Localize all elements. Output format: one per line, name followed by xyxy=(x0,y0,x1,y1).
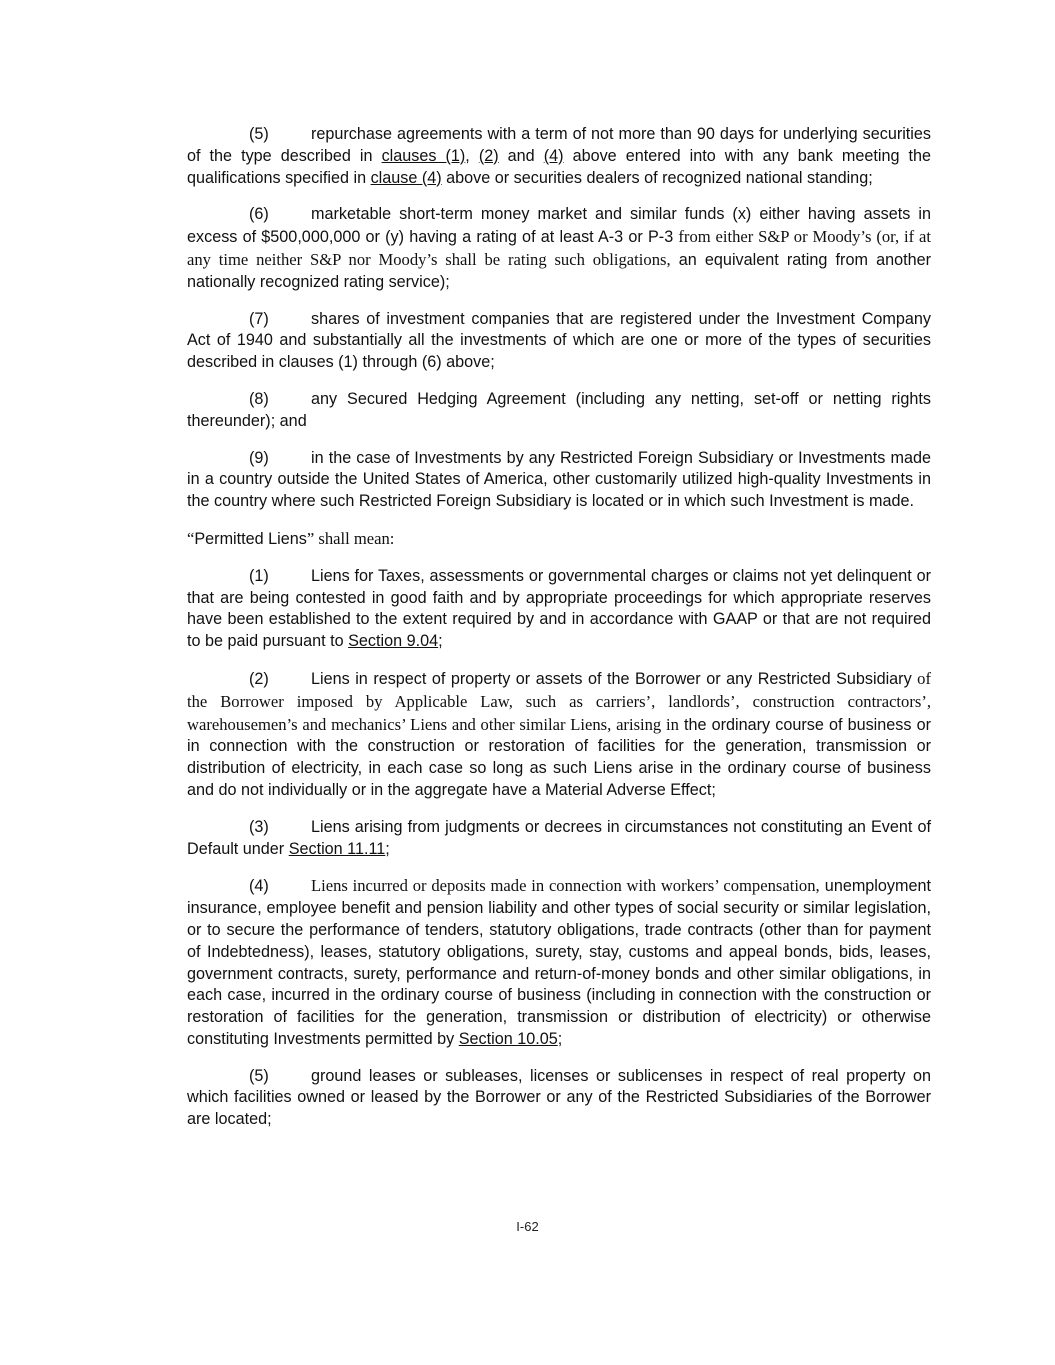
clause-text: Liens in respect of property or assets of the Borrower or any Restricted Subsidiary xyxy=(311,669,918,688)
clause-text: repurchase agreements with a term of not more than 90 days for underlying securities of the type described in xyxy=(187,125,931,165)
clause-text: Liens incurred or deposits made in connection with workers’ compensation, xyxy=(311,876,820,896)
clause-paragraph xyxy=(187,875,931,1050)
cross-reference-link[interactable]: clause (4) xyxy=(370,168,442,187)
permitted-liens-clauses xyxy=(187,566,931,1131)
defined-term: Permitted Liens xyxy=(194,529,307,548)
cross-reference-link[interactable]: (4) xyxy=(543,146,564,165)
clause-text: unemployment insurance, employee benefit and pension liability and other types of social security or similar legislation, or to secure the performance of tenders, statutory obligations, trade contracts (other than for payment of Indebtedness), leases, statutory obligations, surety, stay, customs and appeal bonds, bids, leases, government contracts, surety, performance and return-of-money bonds and other similar obligations, in each case, incurred in the ordinary course of business (including in connection with the construction or restoration of facilities for the generation, transmission or distribution of electricity) or otherwise constituting Investments permitted by xyxy=(187,877,931,1048)
open-quote: “ xyxy=(187,528,195,548)
document-page xyxy=(187,124,931,1146)
clause-text: of the Borrower imposed by Applicable Law, such as carriers’, landlords’, construction contractors’, warehousemen’s and mechanics’ Liens and other similar Liens, arising in xyxy=(187,668,931,734)
clause-number: (2) xyxy=(249,669,269,688)
clause-paragraph xyxy=(187,566,931,653)
clause-number: (5) xyxy=(249,1066,269,1085)
definition-heading xyxy=(187,528,931,551)
clause-text: above entered into with any bank meeting the qualifications specified in xyxy=(187,146,932,187)
clause-number: (4) xyxy=(249,877,269,896)
clause-text: , xyxy=(465,146,479,165)
clause-number: (1) xyxy=(249,566,269,585)
definition-intro: ” shall mean: xyxy=(306,528,395,548)
clause-text: any Secured Hedging Agreement (including any netting, set-off or netting rights thereunder); and xyxy=(187,389,931,430)
clause-text: ground leases or subleases, licenses or sublicenses in respect of real property on which facilities owned or leased by the Borrower or any of the Restricted Subsidiaries of the Borrower are located; xyxy=(187,1066,931,1129)
page-number: I-62 xyxy=(516,1219,539,1234)
clause-paragraph xyxy=(187,204,931,293)
clause-paragraph xyxy=(187,668,931,802)
clause-text: from either S&P or Moody’s (or, if at any time neither S&P nor Moody’s shall be rating such obligations, xyxy=(187,227,931,269)
clause-number: (7) xyxy=(249,309,269,328)
clause-text: ; xyxy=(438,632,443,651)
clause-number: (3) xyxy=(249,817,269,836)
cross-reference-link[interactable]: (2) xyxy=(478,146,499,165)
clause-text: ; xyxy=(385,839,390,858)
clause-paragraph xyxy=(187,309,931,374)
clause-paragraph xyxy=(187,124,931,189)
clause-text: the ordinary course of business or in connection with the construction or restoration of facilities for the generation, transmission or distribution of electricity, in each case so long as such Liens arise in the ordinary course of business and do not individually or in the aggregate have a Material Adverse Effect; xyxy=(187,715,931,799)
clause-text: in the case of Investments by any Restricted Foreign Subsidiary or Investments made in a country outside the United States of America, other customarily utilized high-quality Investments in the country where such Restricted Foreign Subsidiary is located or in which such Investment is made. xyxy=(187,448,931,511)
clause-text: Liens arising from judgments or decrees in circumstances not constituting an Event of Default under xyxy=(187,817,931,858)
clause-number: (8) xyxy=(249,389,269,408)
clause-number: (5) xyxy=(249,125,269,143)
clause-paragraph xyxy=(187,448,931,513)
clause-number: (9) xyxy=(249,448,269,467)
clause-text: Liens for Taxes, assessments or governmental charges or claims not yet delinquent or that are being contested in good faith and by appropriate proceedings for which appropriate reserves have been established to the extent required by and in accordance with GAAP or that are not required to be paid pursuant to xyxy=(187,566,931,651)
clause-text: shares of investment companies that are registered under the Investment Company Act of 1940 and substantially all the investments of which are one or more of the types of securities described in clauses (1) through (6) above; xyxy=(187,309,931,372)
clause-number: (6) xyxy=(249,205,269,224)
clause-text: ; xyxy=(557,1029,563,1048)
investments-clauses xyxy=(187,124,931,513)
clause-paragraph xyxy=(187,817,931,861)
clause-paragraph xyxy=(187,1066,931,1131)
clause-text: and xyxy=(498,146,544,165)
cross-reference-link[interactable]: clauses (1) xyxy=(381,146,466,165)
clause-paragraph xyxy=(187,389,931,433)
clause-text: marketable short-term money market and similar funds (x) either having assets in excess of $500,000,000 or (y) having a rating of at least A-3 or P-3 xyxy=(187,205,931,247)
clause-text: above or securities dealers of recognized national standing; xyxy=(441,168,873,187)
cross-reference-link[interactable]: Section 9.04 xyxy=(348,632,439,651)
cross-reference-link[interactable]: Section 11.11 xyxy=(288,839,386,858)
cross-reference-link[interactable]: Section 10.05 xyxy=(458,1029,558,1048)
clause-text: an equivalent rating from another nationally recognized rating service); xyxy=(187,250,931,291)
